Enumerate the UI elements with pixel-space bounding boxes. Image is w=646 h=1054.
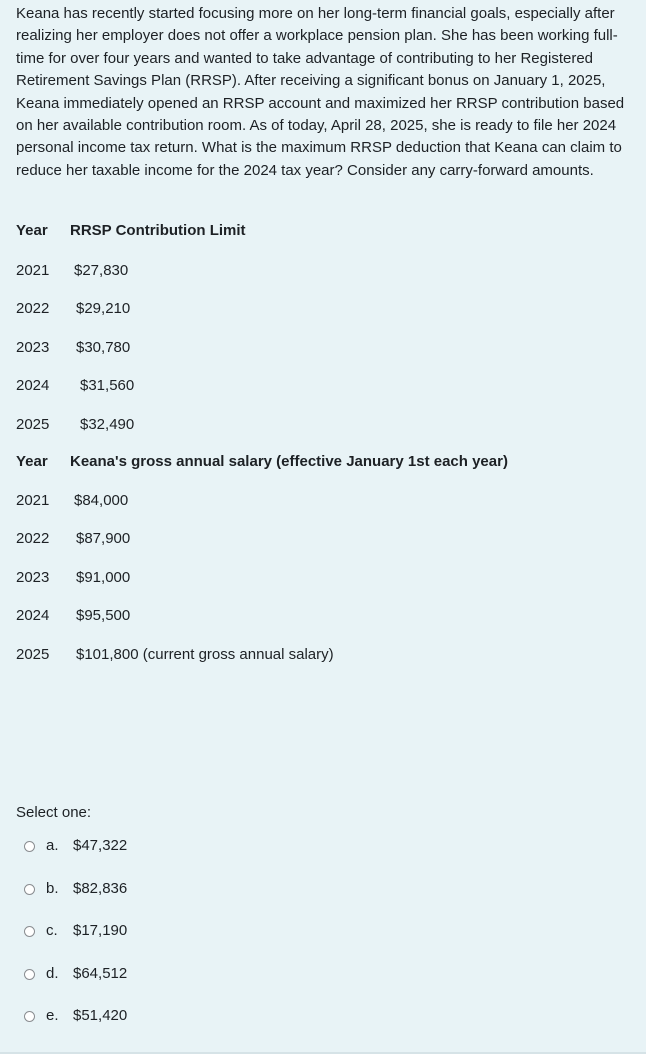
option-letter: b.	[46, 880, 59, 897]
row-year: 2024	[16, 377, 50, 394]
row-year: 2022	[16, 530, 50, 547]
option-letter: a.	[46, 837, 59, 854]
option-value: $51,420	[73, 1007, 128, 1024]
row-value: $27,830	[74, 262, 129, 279]
row-year: 2021	[16, 492, 50, 509]
table-row	[16, 415, 135, 435]
radio-button[interactable]	[24, 884, 35, 895]
row-year: 2021	[16, 262, 50, 279]
row-year: 2025	[16, 646, 50, 663]
row-value: $31,560	[80, 377, 135, 394]
row-value: $91,000	[76, 569, 131, 586]
row-value: $32,490	[80, 416, 135, 433]
table-row	[16, 645, 334, 665]
option-value: $47,322	[73, 837, 128, 854]
table-row	[16, 568, 131, 588]
option-value: $82,836	[73, 880, 128, 897]
table1-header-year: Year	[16, 222, 48, 239]
row-year: 2023	[16, 569, 50, 586]
row-value: $101,800 (current gross annual salary)	[76, 646, 334, 663]
row-year: 2023	[16, 339, 50, 356]
table-row	[16, 491, 129, 511]
question-text	[16, 3, 628, 182]
row-year: 2025	[16, 416, 50, 433]
row-value: $30,780	[76, 339, 131, 356]
row-value: $84,000	[74, 492, 129, 509]
row-value: $95,500	[76, 607, 131, 624]
table-row	[16, 606, 131, 626]
radio-button[interactable]	[24, 969, 35, 980]
table-row	[16, 299, 131, 319]
option-letter: d.	[46, 965, 59, 982]
table-row	[16, 529, 131, 549]
select-one-prompt: Select one:	[16, 804, 92, 821]
option-value: $64,512	[73, 965, 128, 982]
option-letter: e.	[46, 1007, 59, 1024]
table-row	[16, 376, 135, 396]
table2-header-salary: Keana's gross annual salary (effective January 1st each year)	[70, 453, 508, 470]
table2-header-year: Year	[16, 453, 48, 470]
radio-button[interactable]	[24, 1011, 35, 1022]
option-letter: c.	[46, 922, 58, 939]
radio-button[interactable]	[24, 841, 35, 852]
table1-header-limit: RRSP Contribution Limit	[70, 222, 246, 239]
row-value: $29,210	[76, 300, 131, 317]
question-paragraph: Keana has recently started focusing more on her long-term financial goals, especially after realizing her employer does not offer a workplace pension plan. She has been working full-time for over four years and wanted to take advantage of contributing to her Registered Retirement Savings Plan (RRSP). After receiving a significant bonus on January 1, 2025, Keana immediately opened an RRSP account and maximized her RRSP contribution based on her available contribution room. As of today, April 28, 2025, she is ready to file her 2024 personal income tax return. What is the maximum RRSP deduction that Keana can claim to reduce her taxable income for the 2024 tax year? Consider any carry-forward amounts.	[16, 5, 625, 179]
radio-button[interactable]	[24, 926, 35, 937]
option-value: $17,190	[73, 922, 128, 939]
row-value: $87,900	[76, 530, 131, 547]
table-row	[16, 338, 131, 358]
row-year: 2024	[16, 607, 50, 624]
row-year: 2022	[16, 300, 50, 317]
table-row	[16, 261, 129, 281]
